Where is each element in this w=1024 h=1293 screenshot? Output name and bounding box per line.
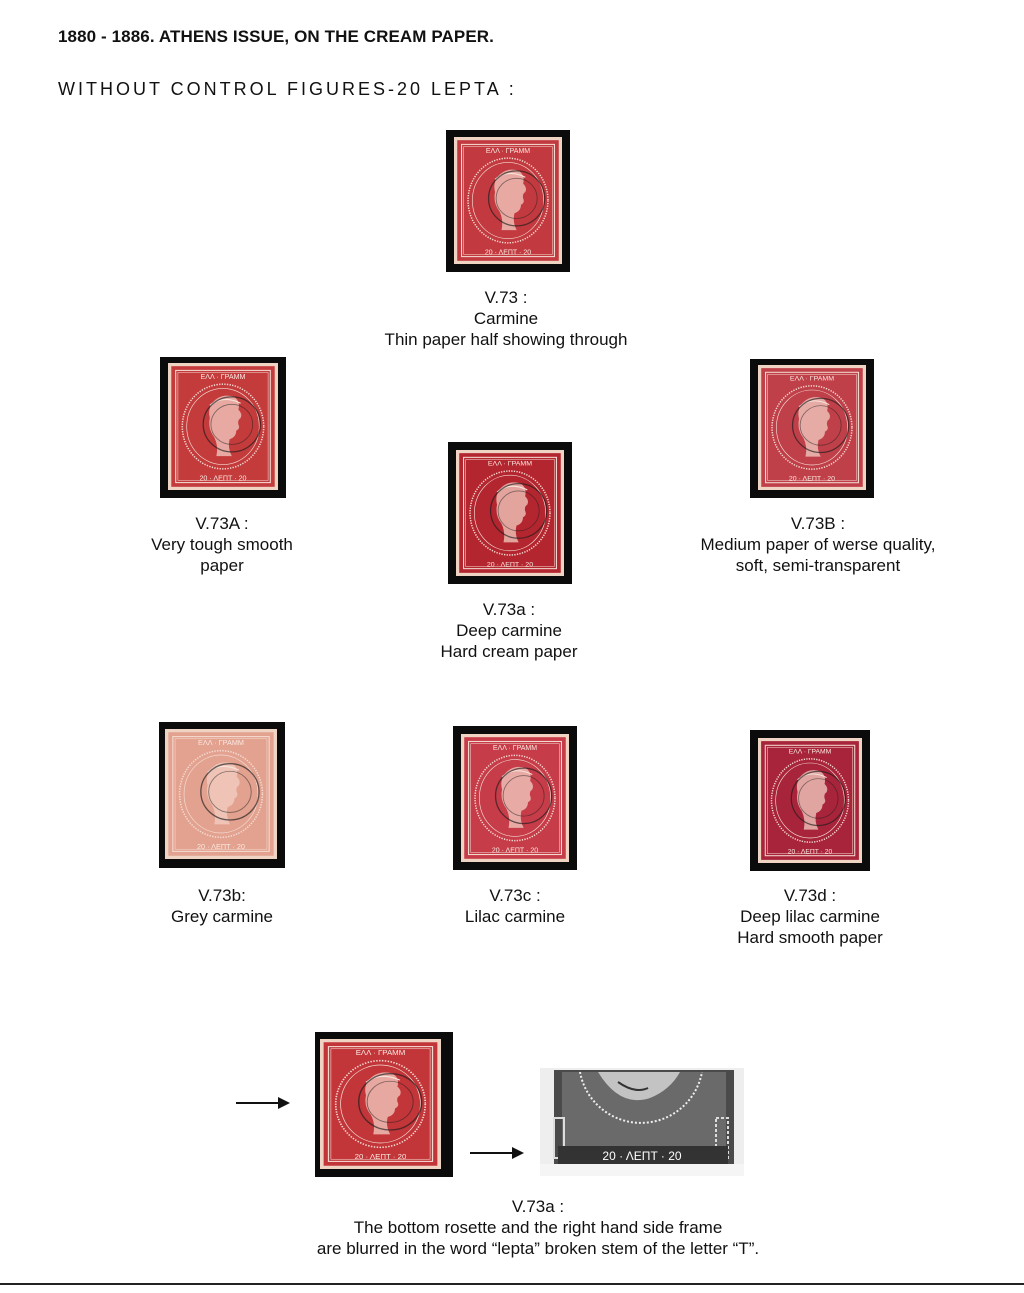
stamp-v73d — [750, 730, 870, 871]
stamp-bottom-text: 20 · ΛΕΠΤ · 20 — [787, 848, 833, 856]
caption-line: V.73 : — [484, 288, 528, 307]
caption-line: Hard cream paper — [440, 642, 578, 661]
stamp-top-text: ΕΛΛ · ΓΡΑΜΜ — [198, 739, 244, 748]
stamp-top-text: ΕΛΛ · ΓΡΑΜΜ — [788, 748, 832, 756]
caption-line: Medium paper of werse quality, — [700, 535, 936, 554]
caption-v73a-center — [440, 599, 577, 662]
caption-v73 — [385, 287, 628, 350]
bottom-rule — [0, 1283, 1024, 1285]
caption-line: Grey carmine — [170, 907, 274, 926]
stamp-image — [758, 738, 862, 863]
caption-line: Deep carmine — [456, 621, 562, 640]
stamp-v73B — [750, 359, 874, 498]
caption-line: V.73B : — [790, 514, 846, 533]
caption-line: are blurred in the word “lepta” broken stem of the letter “T”. — [316, 1239, 760, 1258]
stamp-top-text: ΕΛΛ · ΓΡΑΜΜ — [492, 745, 538, 752]
stamp-v73b — [159, 722, 285, 868]
stamp-bottom-text: 20 · ΛΕΠΤ · 20 — [486, 561, 534, 569]
stamp-top-text: ΕΛΛ · ΓΡΑΜΜ — [355, 1048, 406, 1058]
stamp-v73 — [446, 130, 570, 272]
arrow-pointer-right — [470, 1152, 522, 1154]
caption-line: V.73b: — [198, 886, 246, 905]
caption-v73a-variety — [317, 1196, 759, 1259]
caption-line: V.73c : — [489, 886, 541, 905]
stamp-bottom-text: 20 · ΛΕΠΤ · 20 — [491, 847, 539, 855]
stamp-bottom-text: 20 · ΛΕΠΤ · 20 — [199, 475, 247, 483]
stamp-image — [461, 734, 569, 862]
stamp-image — [758, 365, 866, 490]
caption-line: Thin paper half showing through — [384, 330, 628, 349]
caption-line: Hard smooth paper — [737, 928, 883, 947]
stamp-v73a-variety — [315, 1032, 453, 1177]
caption-line: V.73a : — [482, 600, 536, 619]
caption-line: V.73d : — [783, 886, 837, 905]
stamp-image — [456, 450, 564, 576]
caption-v73d — [737, 885, 883, 948]
stamp-bottom-text: 20 · ΛΕΠΤ · 20 — [788, 475, 836, 483]
stamp-v73c — [453, 726, 577, 870]
caption-v73c — [465, 885, 565, 927]
stamp-bottom-text: 20 · ΛΕΠΤ · 20 — [354, 1152, 407, 1162]
caption-line: V.73A : — [195, 514, 249, 533]
stamp-image — [320, 1039, 441, 1169]
stamp-bottom-text: 20 · ΛΕΠΤ · 20 — [484, 249, 532, 257]
stamp-v73A — [160, 357, 286, 498]
page-title: 1880 - 1886. ATHENS ISSUE, ON THE CREAM PAPER. — [58, 27, 495, 46]
caption-line: paper — [200, 556, 244, 575]
stamp-image — [168, 363, 278, 490]
closeup-image — [540, 1068, 744, 1176]
stamp-image — [165, 729, 277, 859]
caption-line: soft, semi-transparent — [735, 556, 901, 575]
closeup-enlargement — [540, 1068, 744, 1176]
stamp-top-text: ΕΛΛ · ΓΡΑΜΜ — [485, 147, 531, 155]
stamp-top-text: ΕΛΛ · ΓΡΑΜΜ — [487, 460, 533, 468]
caption-line: V.73a : — [511, 1197, 565, 1216]
caption-v73b — [171, 885, 273, 927]
arrow-pointer-left — [236, 1102, 288, 1104]
caption-line: Very tough smooth — [151, 535, 293, 554]
caption-v73B — [701, 513, 936, 576]
page-subtitle: WITHOUT CONTROL FIGURES-20 LEPTA : — [58, 79, 517, 99]
stamp-bottom-text: 20 · ΛΕΠΤ · 20 — [197, 843, 245, 852]
caption-line: Deep lilac carmine — [740, 907, 880, 926]
stamp-image — [454, 137, 562, 264]
caption-line: Carmine — [473, 309, 539, 328]
caption-line: The bottom rosette and the right hand side frame — [353, 1218, 723, 1237]
caption-line: Lilac carmine — [464, 907, 566, 926]
closeup-bottom-text: 20 · ΛΕΠΤ · 20 — [602, 1149, 682, 1163]
stamp-top-text: ΕΛΛ · ΓΡΑΜΜ — [200, 373, 246, 381]
caption-v73A — [151, 513, 293, 576]
stamp-top-text: ΕΛΛ · ΓΡΑΜΜ — [789, 375, 835, 383]
stamp-v73a-center — [448, 442, 572, 584]
